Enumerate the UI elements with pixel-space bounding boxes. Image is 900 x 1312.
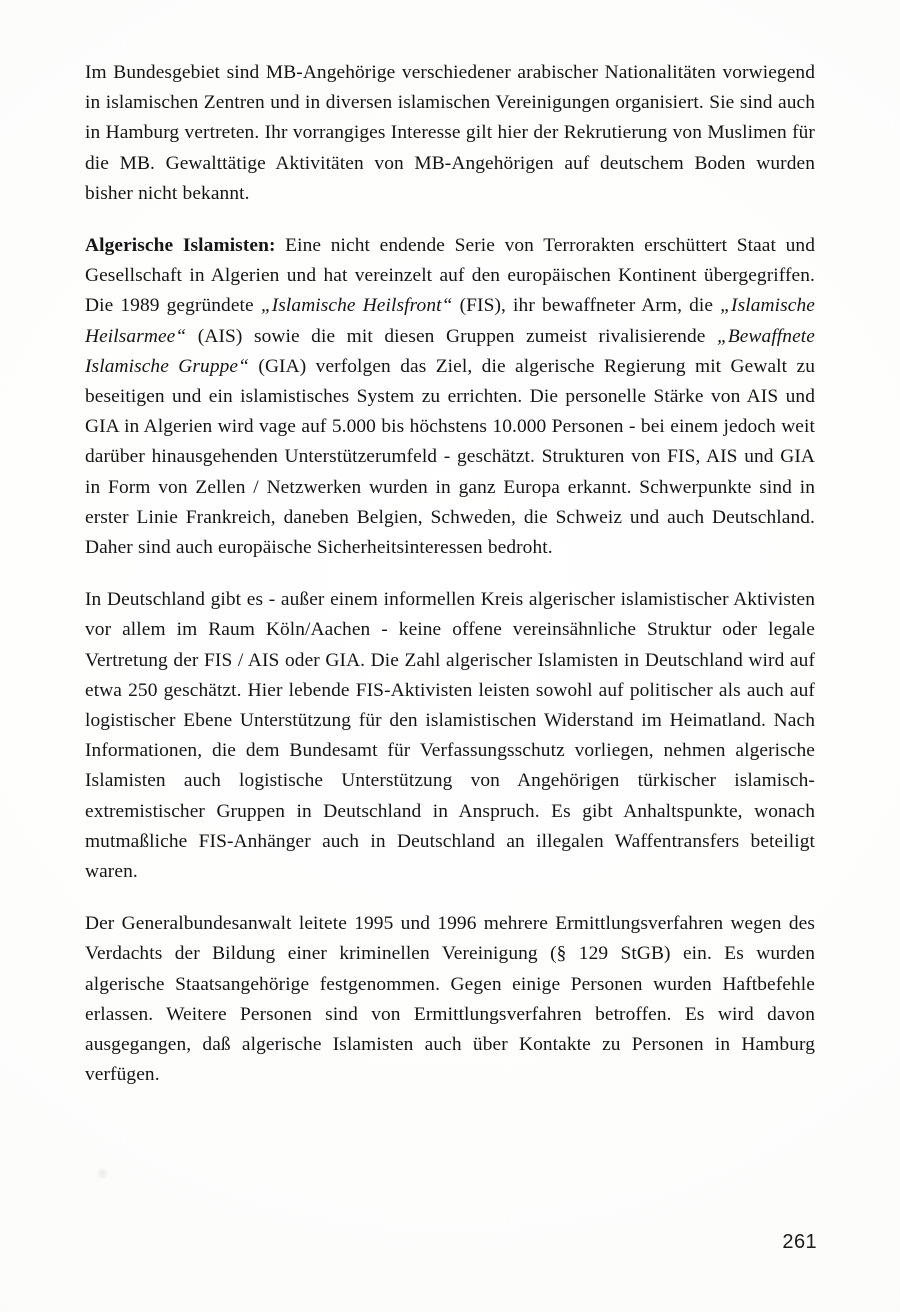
organization-name-fis: „Islamische Heilsfront“ [260, 295, 453, 317]
text-segment: (FIS), ihr bewaffneter Arm, die [452, 295, 721, 317]
paragraph-lead-in: Algerische Islamisten: [85, 235, 276, 257]
page-number: 261 [782, 1231, 817, 1253]
paragraph-generalbundesanwalt: Der Generalbundesanwalt leitete 1995 und 1996 mehrere Ermittlungsverfahren wegen des Verdachts der Bildung einer kriminellen Vereinigung (§ 129 StGB) ein. Es wurden algerische Staatsangehörige festgenommen. Gegen einige Personen wurden Haftbefehle erlassen. Weitere Personen sind von Ermittlungsverfahren betroffen. Es wird davon ausgegangen, daß algerische Islamisten auch über Kontakte zu Personen in Hamburg verfügen. [85, 913, 815, 1086]
organization-name-gia: „Bewaffnete Islamische Gruppe“ [85, 325, 815, 377]
text-segment: Eine nicht endende Serie von Terrorakten erschüttert Staat und Gesellschaft in Algerien und hat vereinzelt auf den europäischen Kontinent übergegriffen. Die 1989 gegründete [85, 235, 816, 317]
text-segment: (GIA) verfolgen das Ziel, die algerische Regierung mit Gewalt zu beseitigen und ein islamistisches System zu errichten. Die personelle Stärke von AIS und GIA in Algerien wird vage auf 5.000 bis höchstens 10.000 Personen - bei einem jedoch weit darüber hinausgehenden Unterstützerumfeld - geschätzt. Strukturen von FIS, AIS und GIA in Form von Zellen / Netzwerken wurden in ganz Europa erkannt. Schwerpunkte sind in erster Linie Frankreich, daneben Belgien, Schweden, die Schweiz und auch Deutschland. Daher sind auch europäische Sicherheitsinteressen bedroht. [85, 355, 815, 559]
paragraph-algerische-islamisten [85, 231, 815, 563]
page-text-column [85, 58, 815, 1091]
organization-name-ais: „Islamische Heilsarmee“ [85, 295, 815, 347]
paragraph-muslimbruderschaft: Im Bundesgebiet sind MB-Angehörige verschiedener arabischer Nationalitäten vorwiegend in islamischen Zentren und in diversen islamischen Vereinigungen organisiert. Sie sind auch in Hamburg vertreten. Ihr vorrangiges Interesse gilt hier der Rekrutierung von Muslimen für die MB. Gewalttätige Aktivitäten von MB-Angehörigen auf deutschem Boden wurden bisher nicht bekannt. [85, 62, 815, 204]
paragraph-deutschland: In Deutschland gibt es - außer einem informellen Kreis algerischer islamistischer Aktivisten vor allem im Raum Köln/Aachen - keine offene vereinsähnliche Struktur oder legale Vertretung der FIS / AIS oder GIA. Die Zahl algerischer Islamisten in Deutschland wird auf etwa 250 geschätzt. Hier lebende FIS-Aktivisten leisten sowohl auf politischer als auch auf logistischer Ebene Unterstützung für den islamistischen Widerstand im Heimatland. Nach Informationen, die dem Bundesamt für Verfassungsschutz vorliegen, nehmen algerische Islamisten auch logistische Unterstützung von Angehörigen türkischer islamisch-extremistischer Gruppen in Deutschland in Anspruch. Es gibt Anhaltspunkte, wonach mutmaßliche FIS-Anhänger auch in Deutschland an illegalen Waffentransfers beteiligt waren. [85, 589, 815, 883]
scan-artifact-speck [96, 1168, 110, 1179]
text-segment: (AIS) sowie die mit diesen Gruppen zumeist rivalisierende [186, 325, 717, 347]
